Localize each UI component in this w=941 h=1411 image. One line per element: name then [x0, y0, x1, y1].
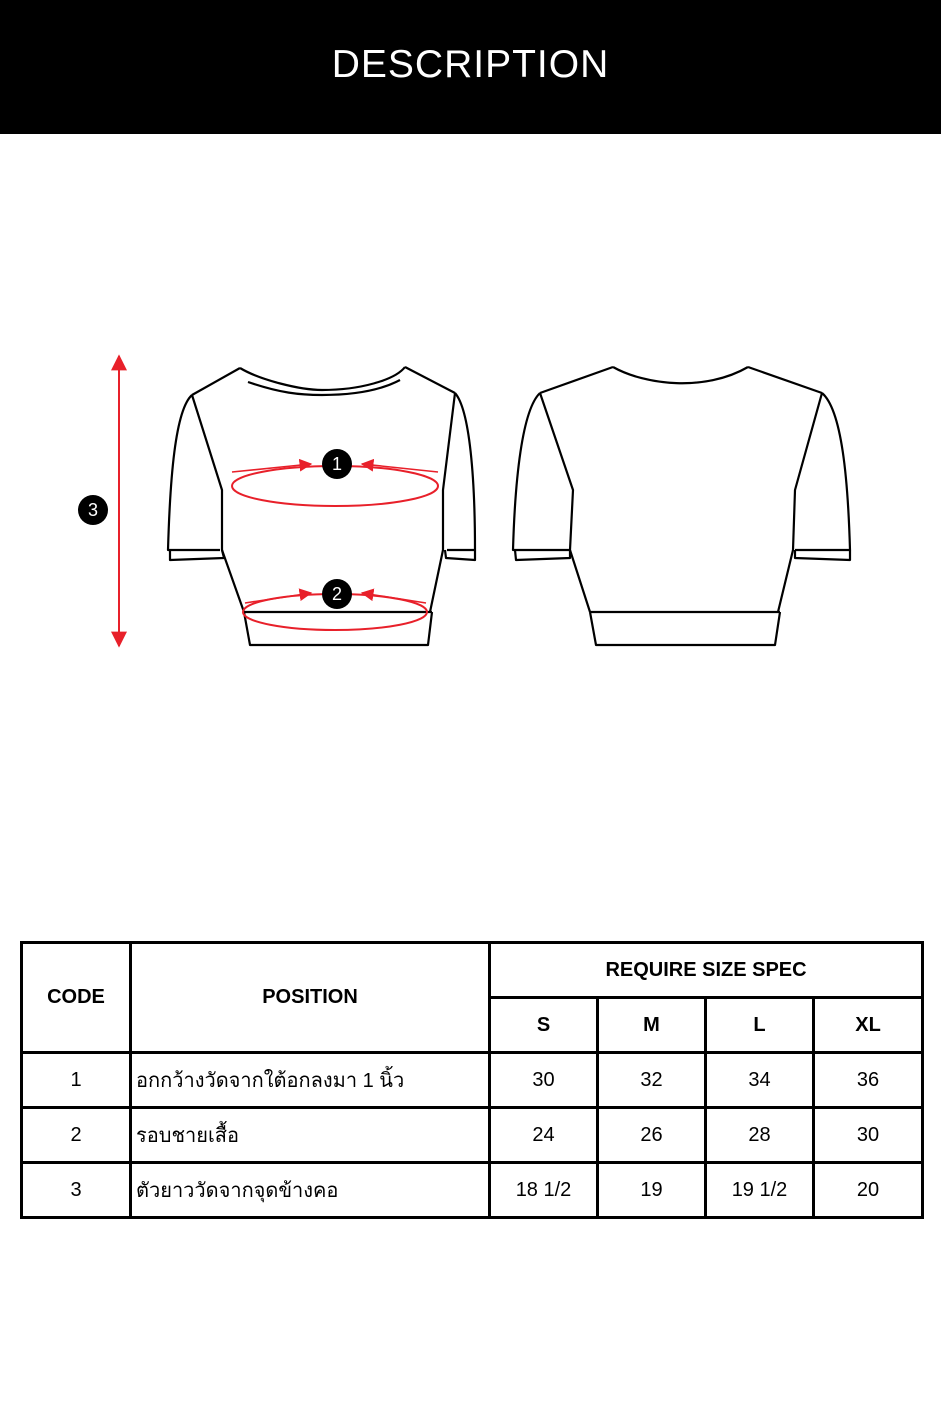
table-row: [22, 1053, 923, 1108]
table-row: [22, 1108, 923, 1163]
row-position: รอบชายเสื้อ: [131, 1108, 490, 1163]
marker-1-badge: [322, 449, 352, 479]
marker-2-label: 2: [331, 584, 343, 604]
row-value-s: 30: [490, 1053, 598, 1108]
row-value-l: 28: [706, 1108, 814, 1163]
row-position: อกกว้างวัดจากใต้อกลงมา 1 นิ้ว: [131, 1053, 490, 1108]
size-l-header: L: [706, 998, 814, 1053]
row-value-s: 18 1/2: [490, 1163, 598, 1218]
spec-header: REQUIRE SIZE SPEC: [490, 943, 923, 998]
hem-arrow-left: [245, 593, 311, 603]
description-header: [0, 0, 941, 134]
marker-2-badge: [322, 579, 352, 609]
back-shirt-outline: [513, 367, 850, 645]
row-value-m: 26: [598, 1108, 706, 1163]
row-value-m: 32: [598, 1053, 706, 1108]
position-header: POSITION: [131, 943, 490, 1053]
row-position: ตัวยาววัดจากจุดข้างคอ: [131, 1163, 490, 1218]
marker-1-label: 1: [331, 454, 343, 474]
size-spec-table: [20, 941, 924, 1219]
row-code: 2: [22, 1108, 131, 1163]
table-row: [22, 1163, 923, 1218]
code-header: CODE: [22, 943, 131, 1053]
table-header-row: [22, 943, 923, 998]
row-code: 3: [22, 1163, 131, 1218]
row-value-l: 34: [706, 1053, 814, 1108]
row-value-m: 19: [598, 1163, 706, 1218]
marker-3-label: 3: [87, 500, 99, 520]
size-m-header: M: [598, 998, 706, 1053]
hem-arrow-right: [362, 593, 426, 603]
row-value-xl: 30: [814, 1108, 923, 1163]
row-code: 1: [22, 1053, 131, 1108]
row-value-xl: 36: [814, 1053, 923, 1108]
header-title: DESCRIPTION: [331, 43, 610, 86]
row-value-xl: 20: [814, 1163, 923, 1218]
marker-3-badge: [78, 495, 108, 525]
size-s-header: S: [490, 998, 598, 1053]
size-xl-header: XL: [814, 998, 923, 1053]
row-value-l: 19 1/2: [706, 1163, 814, 1218]
size-diagram: [0, 330, 941, 670]
row-value-s: 24: [490, 1108, 598, 1163]
